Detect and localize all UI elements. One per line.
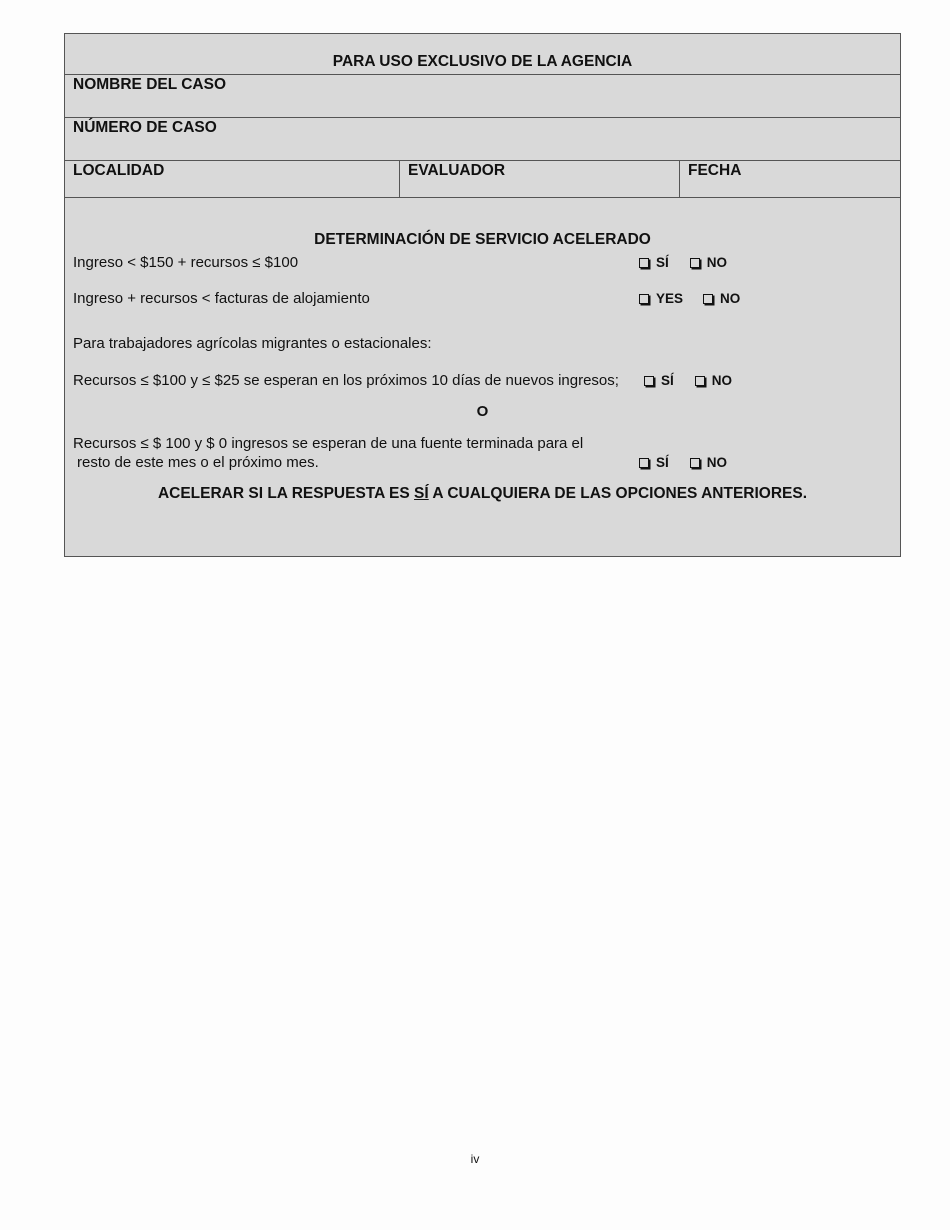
page-number: iv <box>470 1152 480 1166</box>
date-label: FECHA <box>688 162 742 179</box>
option-label: NO <box>706 455 728 470</box>
question-1-yes-checkbox[interactable] <box>639 255 669 270</box>
question-2-no-checkbox[interactable] <box>703 291 740 306</box>
evaluator-label: EVALUADOR <box>408 162 506 179</box>
question-1-text: Ingreso < $150 + recursos ≤ $100 <box>73 254 299 271</box>
question-3-options <box>644 373 732 388</box>
option-label: SÍ <box>656 455 669 470</box>
case-number-label: NÚMERO DE CASO <box>73 119 217 136</box>
divider <box>65 74 900 75</box>
form-title: PARA USO EXCLUSIVO DE LA AGENCIA <box>332 53 633 70</box>
question-4-line-1: Recursos ≤ $ 100 y $ 0 ingresos se esperan de una fuente terminada para el <box>73 435 584 452</box>
case-name-field[interactable] <box>65 92 900 116</box>
divider <box>65 117 900 118</box>
question-2-yes-checkbox[interactable] <box>639 291 683 306</box>
checkbox-icon <box>695 376 705 386</box>
checkbox-icon <box>690 258 700 268</box>
option-label: SÍ <box>661 373 674 388</box>
question-4-yes-checkbox[interactable] <box>639 455 669 470</box>
question-3-no-checkbox[interactable] <box>695 373 732 388</box>
migrant-heading: Para trabajadores agrícolas migrantes o estacionales: <box>73 335 432 352</box>
question-3-yes-checkbox[interactable] <box>644 373 674 388</box>
option-label: YES <box>656 291 684 306</box>
conclusion-emphasis: SÍ <box>414 485 429 502</box>
locality-label: LOCALIDAD <box>73 162 165 179</box>
checkbox-icon <box>639 294 649 304</box>
conclusion-part: A CUALQUIERA DE LAS OPCIONES ANTERIORES. <box>428 485 808 502</box>
case-number-field[interactable] <box>65 135 900 159</box>
date-field[interactable] <box>680 178 900 196</box>
option-label: NO <box>720 291 741 306</box>
or-separator: O <box>476 403 489 420</box>
conclusion-part: ACELERAR SI LA RESPUESTA ES <box>157 485 415 502</box>
checkbox-icon <box>644 376 654 386</box>
section-title: DETERMINACIÓN DE SERVICIO ACELERADO <box>314 231 651 248</box>
checkbox-icon <box>703 294 713 304</box>
locality-field[interactable] <box>65 178 399 196</box>
evaluator-field[interactable] <box>400 178 679 196</box>
divider <box>65 197 900 198</box>
checkbox-icon <box>639 258 649 268</box>
option-label: NO <box>706 255 728 270</box>
case-name-label: NOMBRE DEL CASO <box>73 76 227 93</box>
conclusion-text <box>65 485 900 503</box>
question-4-line-2: resto de este mes o el próximo mes. <box>77 454 319 471</box>
option-label: SÍ <box>656 255 669 270</box>
question-3-text: Recursos ≤ $100 y ≤ $25 se esperan en los próximos 10 días de nuevos ingresos; <box>73 372 619 389</box>
option-label: NO <box>711 373 733 388</box>
question-4-options <box>639 455 727 470</box>
checkbox-icon <box>639 458 649 468</box>
question-1-options <box>639 255 727 270</box>
divider <box>65 160 900 161</box>
question-2-text: Ingreso + recursos < facturas de alojamiento <box>73 290 370 307</box>
checkbox-icon <box>690 458 700 468</box>
question-2-options <box>639 291 740 306</box>
question-1-no-checkbox[interactable] <box>690 255 727 270</box>
question-4-no-checkbox[interactable] <box>690 455 727 470</box>
agency-use-form <box>64 33 901 557</box>
